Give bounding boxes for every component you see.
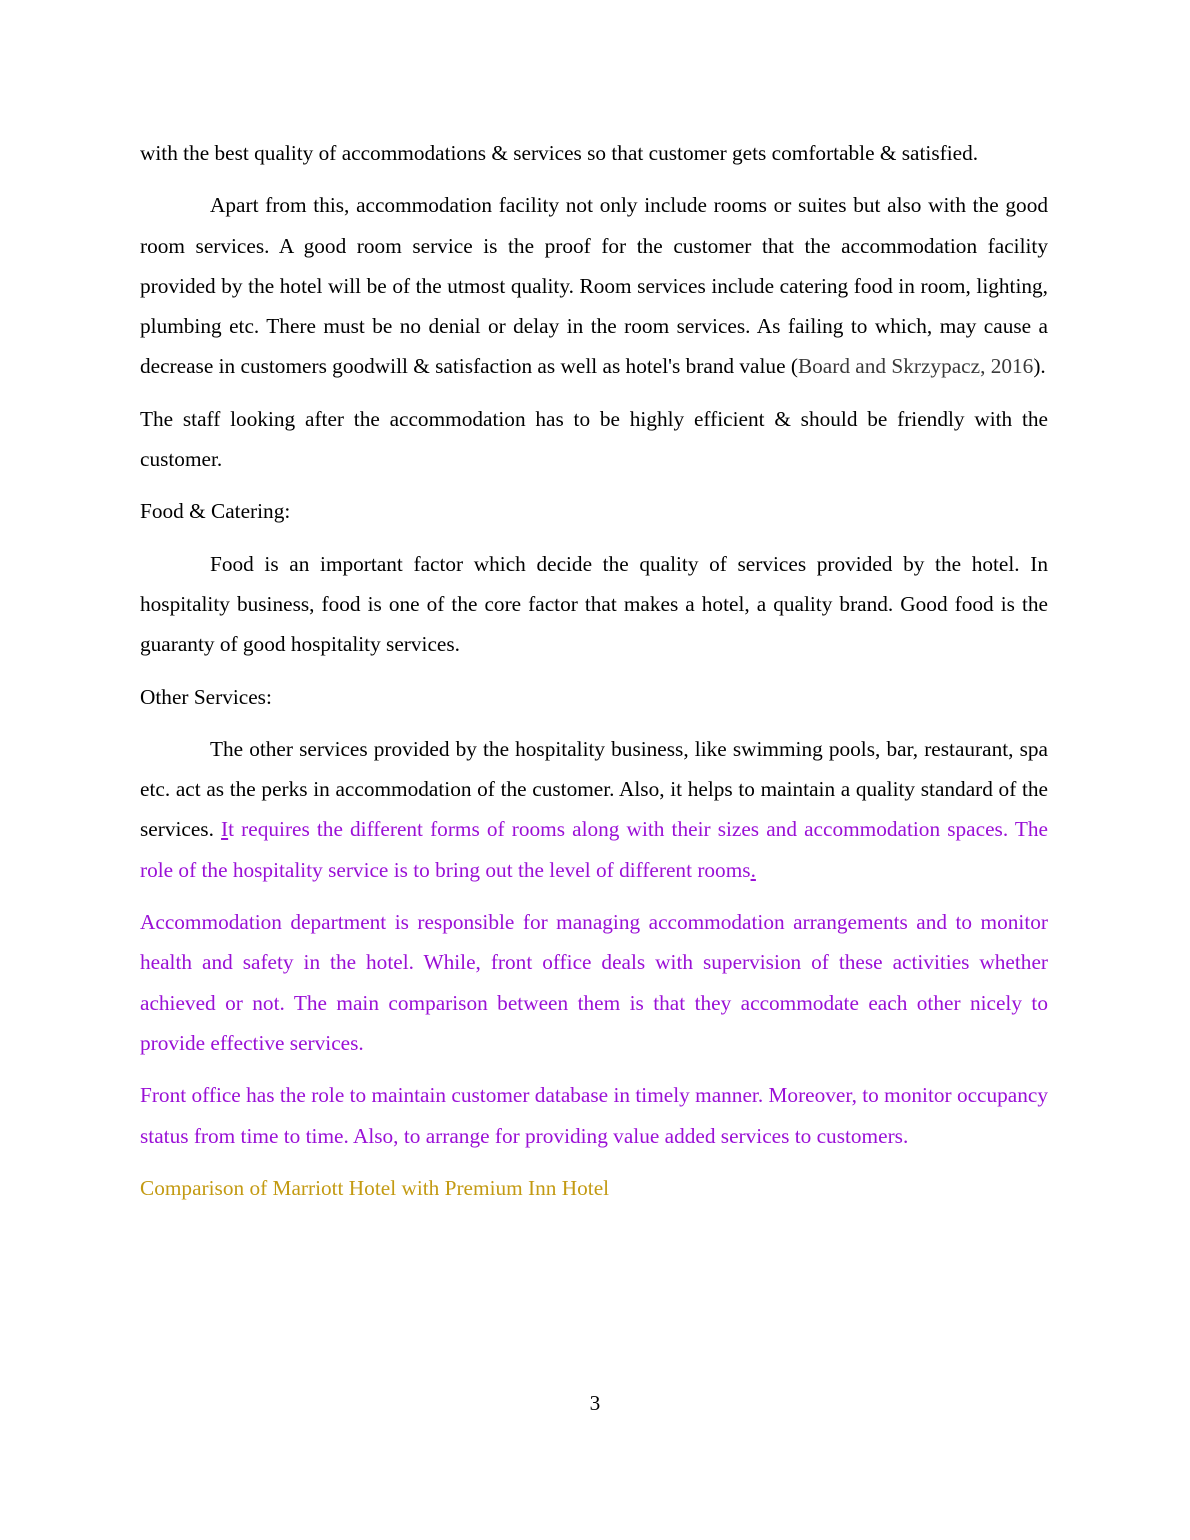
tracked-insertion-start: I [221, 817, 229, 842]
page-number: 3 [589, 1391, 601, 1415]
heading-comparison: Comparison of Marriott Hotel with Premium Inn Hotel [140, 1175, 610, 1200]
paragraph-front-office: Front office has the role to maintain customer database in timely manner. Moreover, to monitor occupancy status from time to time. Also, to arrange for providing value added services to customers. [140, 1083, 1048, 1148]
tracked-insertion-end: . [750, 857, 756, 882]
heading-other-services: Other Services: [140, 684, 272, 709]
room-services-end: ). [1033, 354, 1046, 379]
paragraph-room-services [140, 185, 1048, 386]
tracked-change-text: t requires the different forms of rooms along with their sizes and accommodation spaces. The role of the hospitality service is to bring out the level of different rooms [140, 817, 1048, 882]
paragraph-accommodation-department: Accommodation department is responsible for managing accommodation arrangements and to monitor health and safety in the hotel. While, front office deals with supervision of these activities whether achieved or not. The main comparison between them is that they accommodate each other nicely to provide effective services. [140, 910, 1048, 1055]
paragraph-continuation: with the best quality of accommodations & services so that customer gets comfortable & satisfied. [140, 141, 979, 165]
room-services-text: Apart from this, accommodation facility not only include rooms or suites but also with the good room services. A good room service is the proof for the customer that the accommodation facility provided by the hotel will be of the utmost quality. Room services include catering food in room, lighting, plumbing etc. There must be no denial or delay in the room services. As failing to which, may cause a decrease in customers goodwill & satisfaction as well as hotel's brand value ( [140, 193, 1048, 379]
paragraph-other-services [140, 729, 1048, 890]
citation: Board and Skrzypacz, 2016 [797, 354, 1034, 379]
heading-food-catering: Food & Catering: [140, 499, 291, 524]
other-services-text: The other services provided by the hospitality business, like swimming pools, bar, restaurant, spa etc. act as the perks in accommodation of the customer. Also, it helps to maintain a quality standard of the services. [140, 736, 1048, 842]
paragraph-staff: The staff looking after the accommodation has to be highly efficient & should be friendly with the customer. [140, 406, 1048, 472]
paragraph-food: Food is an important factor which decide the quality of services provided by the hotel. In hospitality business, food is one of the core factor that makes a hotel, a quality brand. Good food is the guaranty of good hospitality services. [140, 551, 1048, 657]
document-page [140, 133, 1048, 1220]
